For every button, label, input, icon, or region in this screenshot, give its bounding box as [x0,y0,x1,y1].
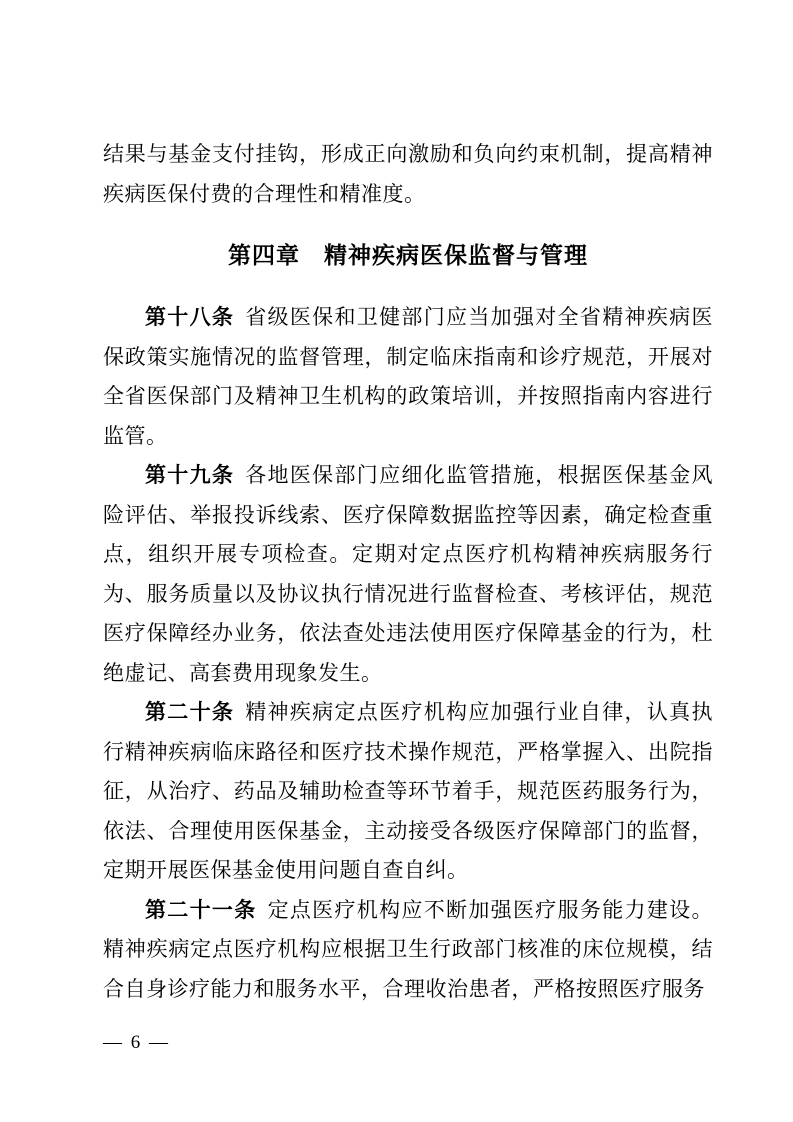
intro-paragraph: 结果与基金支付挂钩，形成正向激励和负向约束机制，提高精神疾病医保付费的合理性和精准度。 [103,142,713,206]
article-18-paragraph [103,298,713,456]
article-20-paragraph [103,693,713,891]
article-20-text: 精神疾病定点医疗机构应加强行业自律，认真执行精神疾病临床路径和医疗技术操作规范，严格掌握入、出院指征，从治疗、药品及辅助检查等环节着手，规范医药服务行为，依法、合理使用医保基金，主动接受各级医疗保障部门的监督，定期开展医保基金使用问题自查自纠。 [103,700,713,882]
chapter-heading: 第四章 精神疾病医保监督与管理 [228,242,588,268]
article-18-text: 省级医保和卫健部门应当加强对全省精神疾病医保政策实施情况的监督管理，制定临床指南和诊疗规范，开展对全省医保部门及精神卫生机构的政策培训，并按照指南内容进行监管。 [103,305,713,448]
article-18-label: 第十八条 [145,306,235,329]
article-21-paragraph [103,891,713,1010]
article-20-label: 第二十条 [145,701,235,724]
article-19-label: 第十九条 [145,464,235,487]
page-number: — 6 — [103,1032,170,1053]
article-19-paragraph [103,456,713,693]
article-21-label: 第二十一条 [145,898,257,922]
document-content [103,0,713,1009]
article-19-text: 各地医保部门应细化监管措施，根据医保基金风险评估、举报投诉线索、医疗保障数据监控等因素，确定检查重点，组织开展专项检查。定期对定点医疗机构精神疾病服务行为、服务质量以及协议执行情况进行监督检查、考核评估，规范医疗保障经办业务，依法查处违法使用医疗保障基金的行为，杜绝虚记、高套费用现象发生。 [103,463,713,685]
article-21-text: 定点医疗机构应不断加强医疗服务能力建设。精神疾病定点医疗机构应根据卫生行政部门核准的床位规模，结合自身诊疗能力和服务水平，合理收治患者，严格按照医疗服务 [103,897,713,1001]
